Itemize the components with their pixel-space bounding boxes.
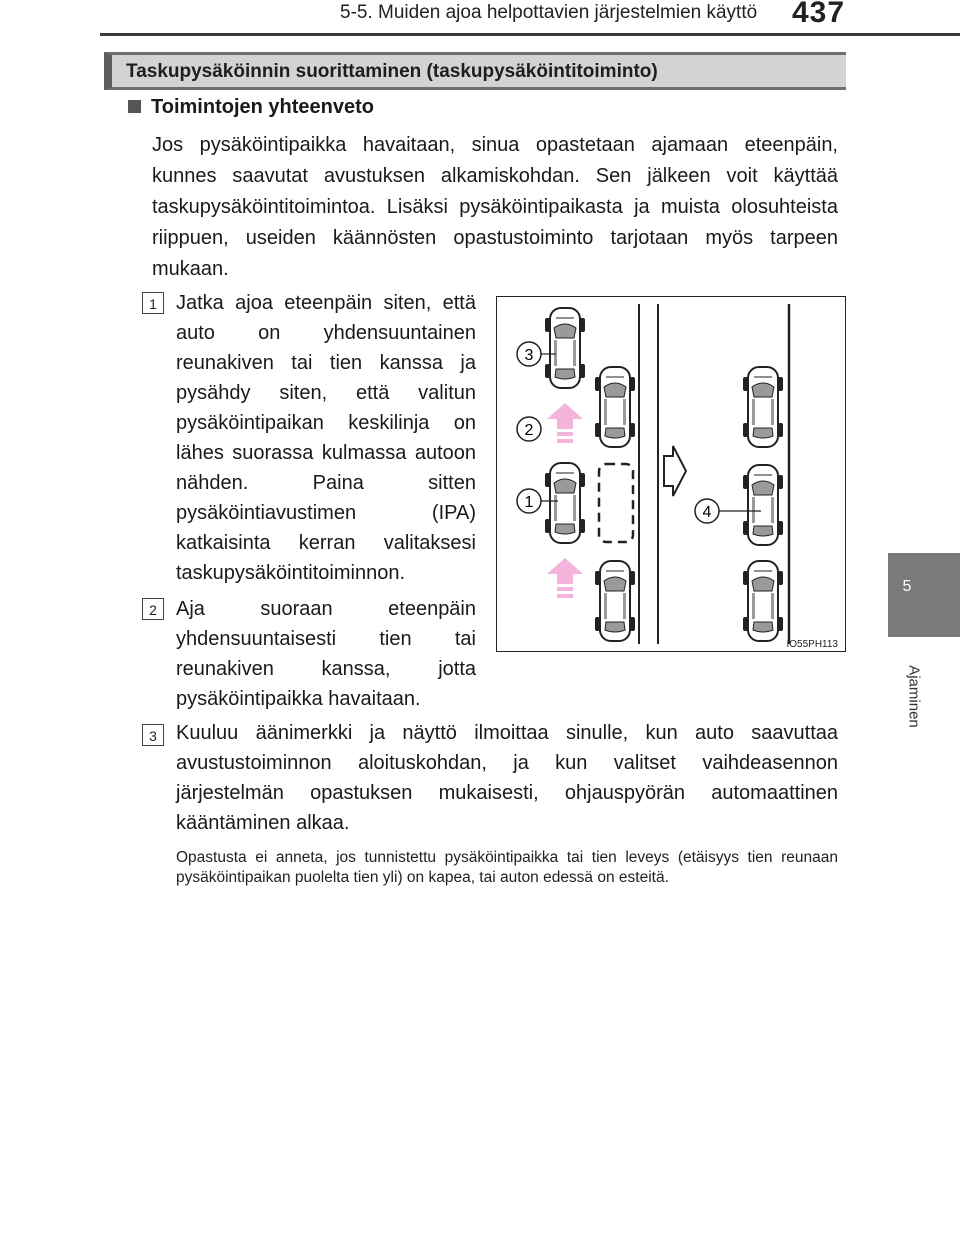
- intro-paragraph: Jos pysäköintipaikka havaitaan, sinua opastetaan ajamaan eteenpäin, kunnes saavutat avustuksen alkamiskohdan. Sen jälkeen voit käyttää taskupysäköintitoimintoa. Lisäksi pysäköintipaikasta ja muista olosuhteista riippuen, useiden käännösten opastustoiminto tarjotaan myös tarpeen mukaan.: [152, 134, 838, 280]
- svg-text:2: 2: [524, 422, 534, 439]
- figure-code: IO55PH113: [786, 639, 838, 650]
- step-number-1: 1: [142, 292, 164, 314]
- parked-car-final: [743, 465, 783, 545]
- section-title: Taskupysäköinnin suorittaminen (taskupysäköintitoiminto): [126, 61, 658, 82]
- subheading-text: Toimintojen yhteenveto: [151, 96, 374, 118]
- chapter-label: Ajaminen: [905, 665, 923, 728]
- subheading: [128, 96, 374, 119]
- square-bullet-icon: [128, 100, 141, 113]
- step-number-3: 3: [142, 724, 164, 746]
- callout-2: [517, 417, 541, 441]
- step-3-text: Kuuluu äänimerkki ja näyttö ilmoittaa sinulle, kun auto saavuttaa avustustoiminnon aloituskohdan, ja kun valitset vaihdeasennon järjestelmän opastuksen mukaisesti, ohjauspyörän automaattinen kääntäminen alkaa.: [176, 722, 838, 834]
- own-car-position-1: [545, 463, 585, 543]
- svg-text:4: 4: [702, 504, 712, 521]
- running-header: 5-5. Muiden ajoa helpottavien järjestelmien käyttö: [340, 2, 758, 23]
- page-number: 437: [792, 0, 846, 29]
- step-number-2: 2: [142, 598, 164, 620]
- parked-car: [743, 561, 783, 641]
- chapter-number: 5: [902, 578, 912, 595]
- parked-car: [595, 561, 635, 641]
- step-2-text: Aja suoraan eteenpäin yhdensuuntaisesti tien tai reunakiven kanssa, jotta pysäköintipaikka havaitaan.: [176, 598, 476, 710]
- step-1-text: Jatka ajoa eteenpäin siten, että auto on yhdensuuntainen reunakiven tai tien kanssa ja pysähdy siten, että valitun pysäköintipaikan keskilinja on lähes suorassa kulmassa autoon nähden. Paina sitten pysäköintiavustimen (IPA) katkaisinta kerran valitaksesi taskupysäköintitoiminnon.: [176, 292, 476, 584]
- note-text: Opastusta ei anneta, jos tunnistettu pysäköintipaikka tai tien leveys (etäisyys tien reunaan pysäköintipaikan puolelta tien yli) on kapea, tai auton edessä on esteitä.: [176, 849, 838, 886]
- section-title-bar: [104, 52, 846, 90]
- parked-car: [595, 367, 635, 447]
- header-rule: [100, 33, 960, 36]
- svg-text:3: 3: [524, 347, 534, 364]
- svg-text:1: 1: [524, 494, 534, 511]
- parking-diagram: [496, 296, 846, 652]
- page-header: [0, 0, 960, 40]
- parked-car: [743, 367, 783, 447]
- own-car-position-3: [545, 308, 585, 388]
